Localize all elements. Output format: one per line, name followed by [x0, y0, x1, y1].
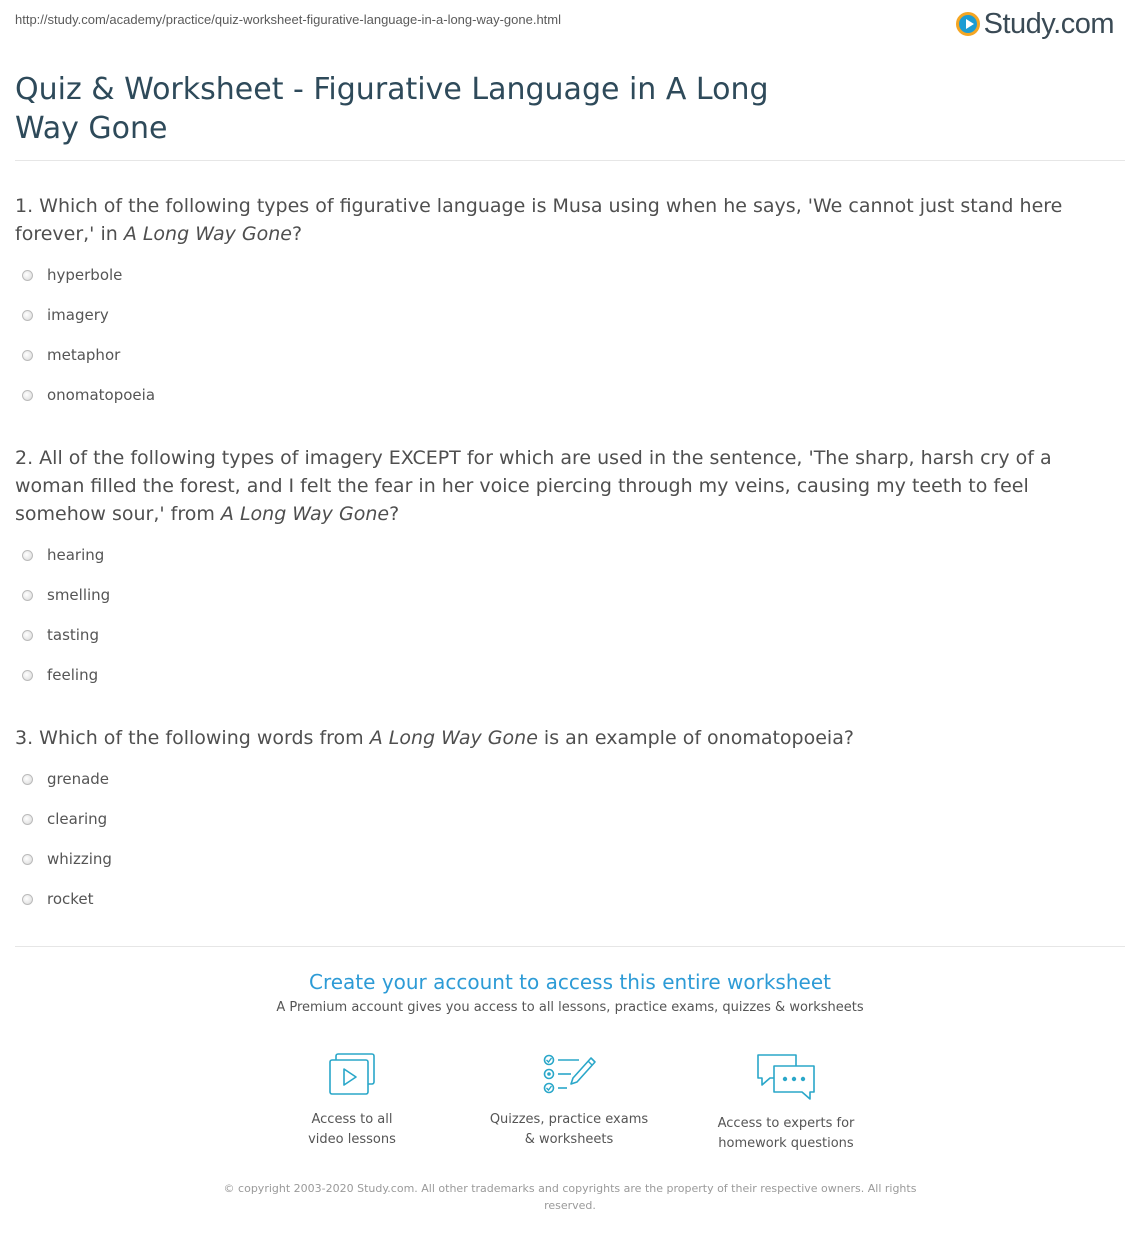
answer-option[interactable]: [22, 666, 98, 684]
radio-icon[interactable]: [22, 350, 33, 361]
answer-label: imagery: [47, 306, 109, 324]
page-url: http://study.com/academy/practice/quiz-worksheet-figurative-language-in-a-long-way-gone.html: [15, 12, 562, 27]
answer-label: metaphor: [47, 346, 121, 364]
answer-label: feeling: [47, 666, 99, 684]
study-logo-text: Study.com: [983, 7, 1114, 40]
feature-label: Access to all video lessons: [308, 1112, 396, 1147]
radio-icon[interactable]: [22, 590, 33, 601]
question-text-end: ?: [291, 223, 303, 245]
answer-option[interactable]: [22, 770, 109, 788]
feature-label: Quizzes, practice exams & worksheets: [489, 1112, 649, 1147]
answer-option[interactable]: [22, 586, 110, 604]
answer-label: rocket: [47, 890, 94, 908]
quiz-checklist-icon: [541, 1052, 597, 1098]
answer-label: smelling: [47, 586, 111, 604]
video-lessons-icon: [326, 1052, 378, 1098]
study-logo[interactable]: [956, 6, 1114, 42]
feature-quizzes: [469, 1052, 669, 1150]
book-title: A Long Way Gone: [369, 727, 538, 749]
answer-label: grenade: [47, 770, 110, 788]
feature-label: Access to experts for homework questions: [717, 1116, 855, 1151]
radio-icon[interactable]: [22, 814, 33, 825]
feature-video-lessons: [252, 1052, 452, 1150]
book-title: A Long Way Gone: [220, 503, 390, 525]
radio-icon[interactable]: [22, 390, 33, 401]
answer-option[interactable]: [22, 850, 112, 868]
question-3: [15, 724, 1115, 752]
promo-subtitle: A Premium account gives you access to all lessons, practice exams, quizzes & worksheets: [276, 1000, 864, 1015]
answer-label: clearing: [47, 810, 108, 828]
question-text-end: ?: [389, 503, 400, 525]
answer-option[interactable]: [22, 546, 104, 564]
answer-label: whizzing: [47, 850, 112, 868]
question-text: 3. Which of the following words from: [15, 727, 370, 749]
radio-icon[interactable]: [22, 774, 33, 785]
study-logo-icon: [956, 12, 980, 36]
feature-experts: [686, 1052, 886, 1154]
answer-label: hyperbole: [47, 266, 123, 284]
chat-bubbles-icon: [754, 1052, 818, 1102]
create-account-link[interactable]: Create your account to access this entire worksheet: [309, 970, 831, 994]
answer-option[interactable]: [22, 890, 94, 908]
question-text: 2. All of the following types of imagery EXCEPT for which are used in the sentence, 'The sharp, harsh cry of a woman filled the forest, and I felt the fear in her voice piercing through my veins, causing my teeth to feel somehow sour,' from: [15, 447, 1052, 525]
question-2: [15, 444, 1115, 528]
radio-icon[interactable]: [22, 670, 33, 681]
answer-option[interactable]: [22, 626, 99, 644]
answer-label: onomatopoeia: [47, 386, 156, 404]
radio-icon[interactable]: [22, 310, 33, 321]
radio-icon[interactable]: [22, 550, 33, 561]
question-1: [15, 192, 1115, 248]
answer-option[interactable]: [22, 810, 107, 828]
promo-divider: [15, 946, 1125, 947]
answer-option[interactable]: [22, 306, 109, 324]
radio-icon[interactable]: [22, 270, 33, 281]
question-text-end: is an example of onomatopoeia?: [537, 727, 854, 749]
answer-option[interactable]: [22, 266, 122, 284]
radio-icon[interactable]: [22, 854, 33, 865]
question-text: 1. Which of the following types of figurative language is Musa using when he says, 'We cannot just stand here forever,' in: [15, 195, 1063, 245]
title-divider: [15, 160, 1125, 161]
copyright-notice: © copyright 2003-2020 Study.com. All other trademarks and copyrights are the property of their respective owners. All rights reserved.: [223, 1182, 917, 1212]
answer-option[interactable]: [22, 386, 155, 404]
answer-label: hearing: [47, 546, 105, 564]
radio-icon[interactable]: [22, 630, 33, 641]
radio-icon[interactable]: [22, 894, 33, 905]
answer-option[interactable]: [22, 346, 120, 364]
book-title: A Long Way Gone: [123, 223, 292, 245]
page-title: Quiz & Worksheet - Figurative Language in A Long Way Gone: [15, 72, 769, 146]
answer-label: tasting: [47, 626, 99, 644]
